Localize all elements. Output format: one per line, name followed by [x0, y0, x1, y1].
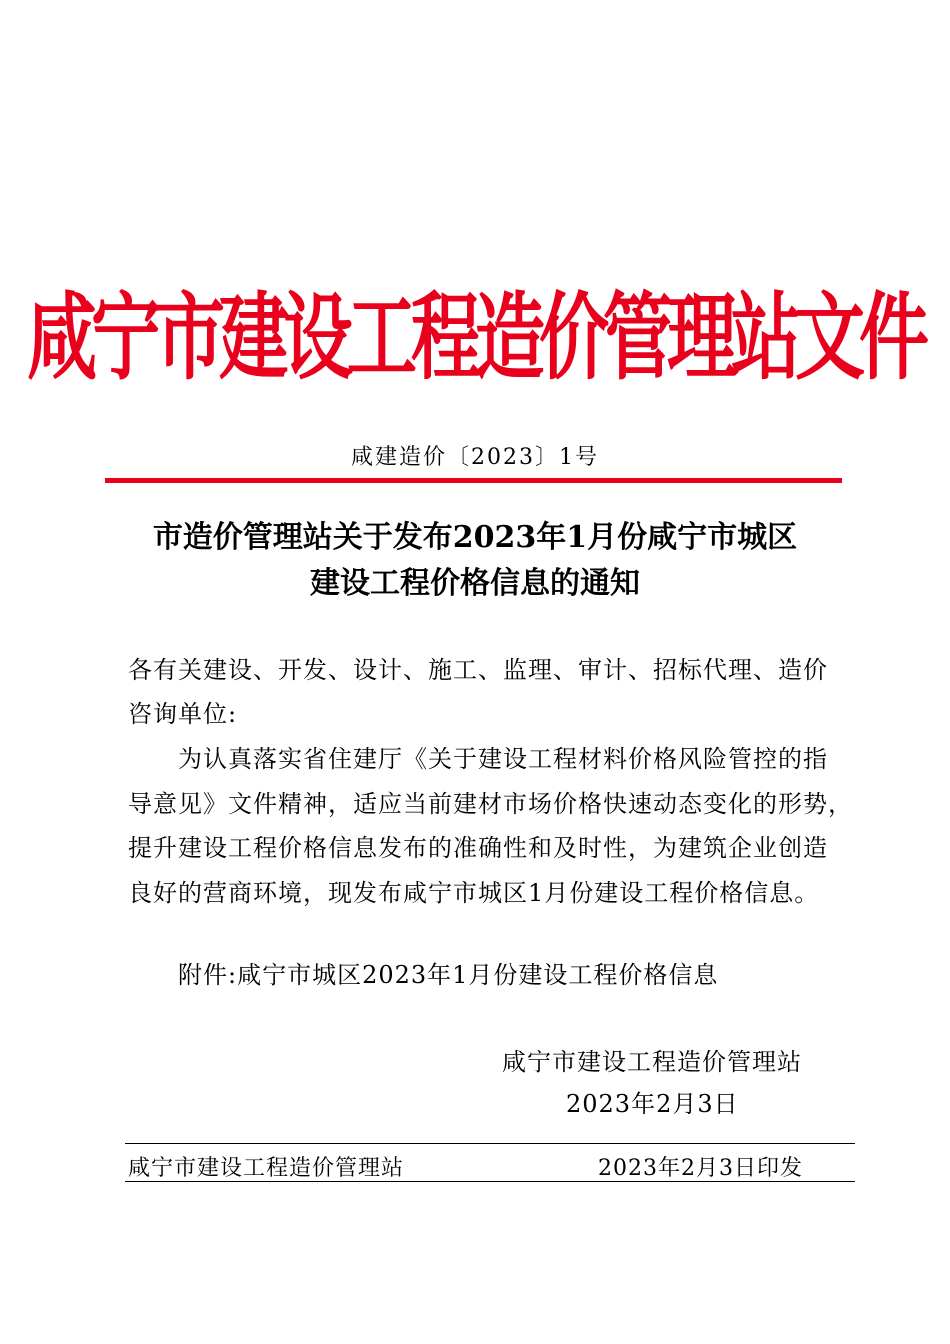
- attachment-line: 附件:咸宁市城区2023年1月份建设工程价格信息: [178, 961, 719, 989]
- body-paragraph-line-3: 提升建设工程价格信息发布的准确性和及时性，为建筑企业创造: [128, 834, 828, 862]
- notice-title-line-1: 市造价管理站关于发布2023年1月份咸宁市城区: [152, 520, 798, 555]
- footer-top-rule: [125, 1143, 855, 1144]
- footer-bottom-rule: [125, 1181, 855, 1182]
- recipients-line-2: 咨询单位:: [128, 700, 238, 728]
- recipients-line-1: 各有关建设、开发、设计、施工、监理、审计、招标代理、造价: [128, 656, 828, 684]
- notice-title: [0, 515, 950, 607]
- footer-issuer: 咸宁市建设工程造价管理站: [128, 1156, 405, 1181]
- red-separator: [105, 478, 842, 483]
- body-paragraph-line-4: 良好的营商环境，现发布咸宁市城区1月份建设工程价格信息。: [128, 879, 820, 907]
- masthead-title: 咸宁市建设工程造价管理站文件: [27, 282, 923, 393]
- footer-issue-date: 2023年2月3日印发: [598, 1156, 803, 1181]
- notice-title-line-2: 建设工程价格信息的通知: [310, 566, 640, 601]
- body-paragraph-line-1: 为认真落实省住建厅《关于建设工程材料价格风险管控的指: [178, 745, 828, 773]
- signature-date: 2023年2月3日: [566, 1090, 739, 1118]
- body-paragraph-line-2: 导意见》文件精神，适应当前建材市场价格快速动态变化的形势，: [128, 790, 853, 818]
- document-number: 咸建造价〔2023〕1号: [351, 445, 599, 470]
- signature-organization: 咸宁市建设工程造价管理站: [502, 1048, 802, 1076]
